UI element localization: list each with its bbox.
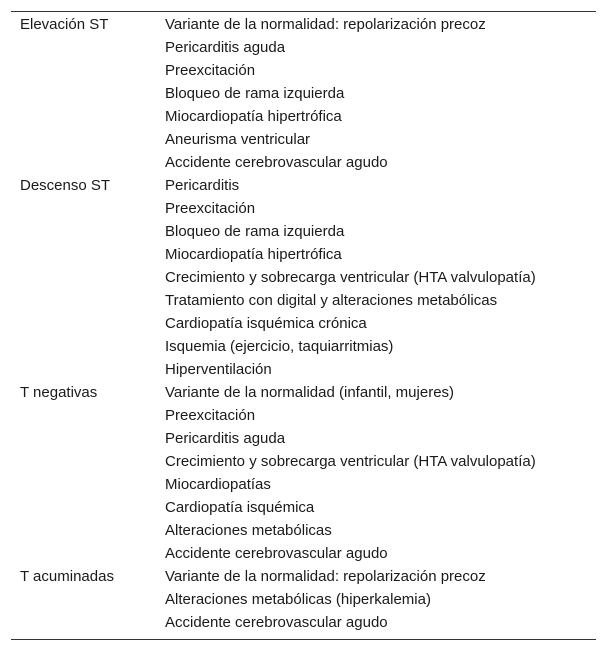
list-item: Miocardiopatía hipertrófica	[165, 246, 342, 263]
list-item: Accidente cerebrovascular agudo	[165, 545, 388, 562]
category-label: Descenso ST	[20, 177, 111, 194]
list-item: Variante de la normalidad: repolarización precoz	[165, 16, 486, 33]
ecg-findings-table	[11, 11, 596, 640]
list-item: Tratamiento con digital y alteraciones metabólicas	[165, 292, 498, 309]
list-item: Crecimiento y sobrecarga ventricular (HTA valvulopatía)	[165, 269, 536, 286]
items-cell	[165, 565, 596, 634]
list-item: Preexcitación	[165, 62, 256, 79]
category-cell	[11, 13, 165, 174]
list-item: Bloqueo de rama izquierda	[165, 223, 345, 240]
items-cell	[165, 13, 596, 174]
list-item: Miocardiopatías	[165, 476, 271, 493]
category-label: T acuminadas	[20, 568, 114, 585]
list-item: Pericarditis	[165, 177, 240, 194]
list-item: Miocardiopatía hipertrófica	[165, 108, 342, 125]
list-item: Preexcitación	[165, 200, 256, 217]
list-item: Preexcitación	[165, 407, 256, 424]
items-cell	[165, 381, 596, 565]
list-item: Variante de la normalidad: repolarización precoz	[165, 568, 486, 585]
table-row	[11, 381, 596, 565]
category-label: Elevación ST	[20, 16, 109, 33]
list-item: Alteraciones metabólicas (hiperkalemia)	[165, 591, 431, 608]
list-item: Variante de la normalidad (infantil, mujeres)	[165, 384, 455, 401]
category-label: T negativas	[20, 384, 98, 401]
list-item: Isquemia (ejercicio, taquiarritmias)	[165, 338, 394, 355]
list-item: Pericarditis aguda	[165, 39, 286, 56]
table-row	[11, 13, 596, 174]
list-item: Hiperventilación	[165, 361, 272, 378]
list-item: Cardiopatía isquémica	[165, 499, 315, 516]
list-item: Pericarditis aguda	[165, 430, 286, 447]
category-cell	[11, 565, 165, 634]
table-row	[11, 174, 596, 381]
table-row	[11, 565, 596, 634]
list-item: Accidente cerebrovascular agudo	[165, 154, 388, 171]
category-cell	[11, 381, 165, 565]
list-item: Accidente cerebrovascular agudo	[165, 614, 388, 631]
list-item: Cardiopatía isquémica crónica	[165, 315, 367, 332]
list-item: Alteraciones metabólicas	[165, 522, 332, 539]
list-item: Bloqueo de rama izquierda	[165, 85, 345, 102]
list-item: Aneurisma ventricular	[165, 131, 311, 148]
list-item: Crecimiento y sobrecarga ventricular (HTA valvulopatía)	[165, 453, 536, 470]
items-cell	[165, 174, 596, 381]
category-cell	[11, 174, 165, 381]
